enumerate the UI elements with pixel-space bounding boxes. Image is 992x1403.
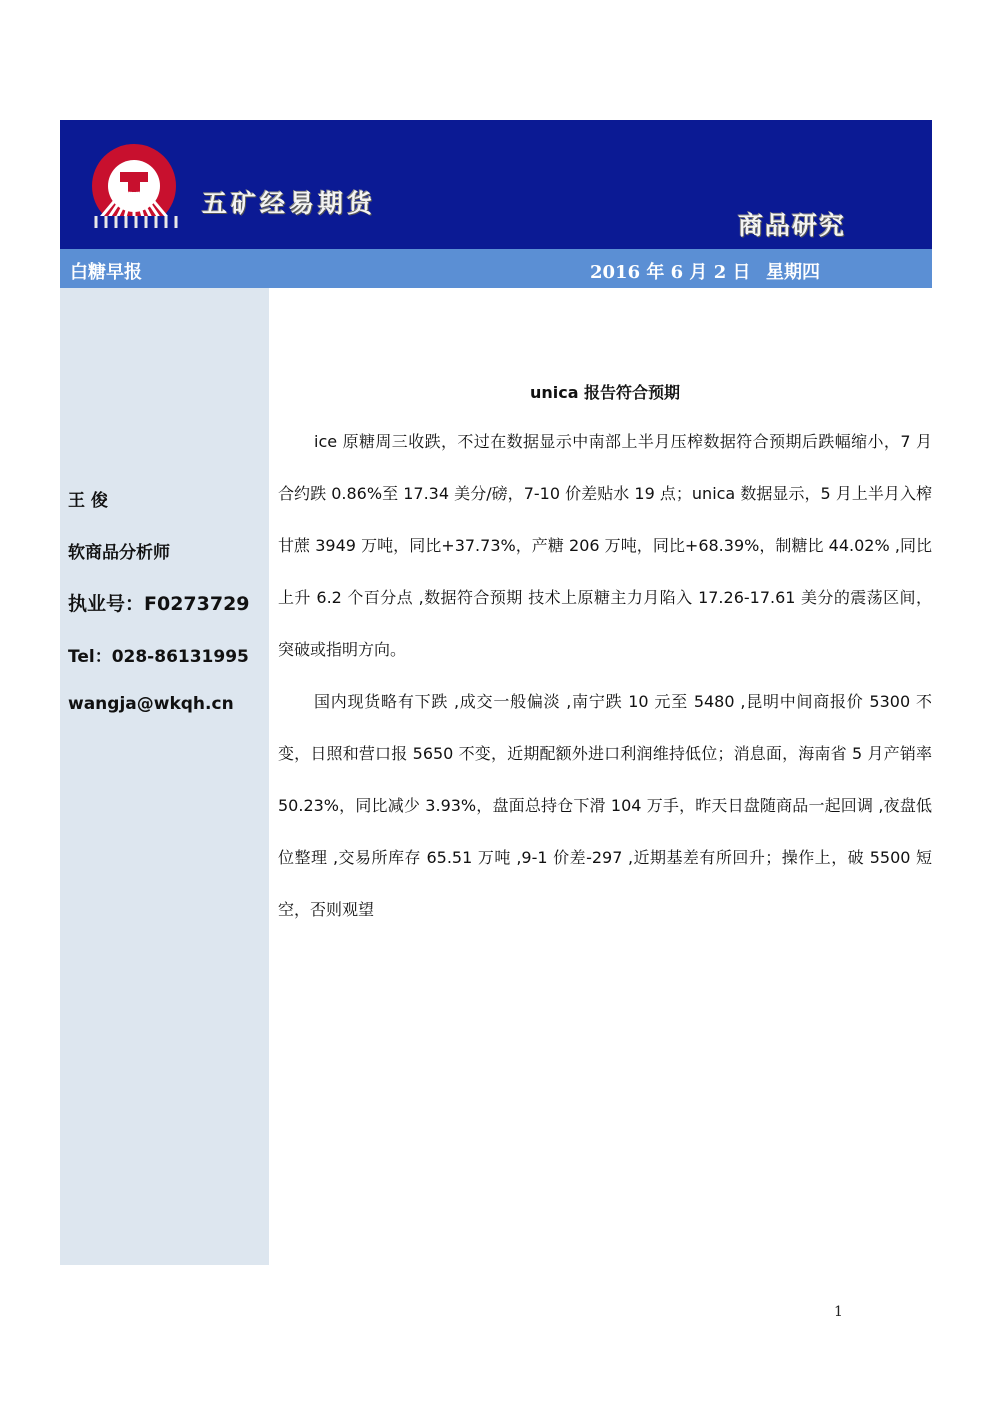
- analyst-sidebar: [60, 288, 269, 1265]
- report-subheader: [60, 249, 932, 288]
- analyst-tel: Tel：028-86131995: [68, 647, 249, 667]
- article-paragraph: 国内现货略有下跌 ,成交一般偏淡 ,南宁跌 10 元至 5480 ,昆明中间商报价 5300 不变，日照和营口报 5650 不变，近期配额外进口利润维持低位；消息面，海南省 5 月产销率 50.23%，同比减少 3.93%，盘面总持仓下滑 104 万手，昨天日盘随商品一起回调 ,夜盘低位整理 ,交易所库存 65.51 万吨 ,9-1 价差-297 ,近期基差有所回升；操作上，破 5500 短空，否则观望: [278, 692, 932, 919]
- section-name: 商品研究: [738, 211, 847, 240]
- article-title: unica 报告符合预期: [529, 383, 681, 402]
- analyst-email: wangja@wkqh.cn: [68, 694, 234, 714]
- article-paragraph: ice 原糖周三收跌，不过在数据显示中南部上半月压榨数据符合预期后跌幅缩小，7 月合约跌 0.86%至 17.34 美分/磅，7-10 价差贴水 19 点；unica 数据显示，5 月上半月入榨甘蔗 3949 万吨，同比+37.73%，产糖 206 万吨，同比+68.39%，制糖比 44.02% ,同比上升 6.2 个百分点 ,数据符合预期 技术上原糖主力月陷入 17.26-17.61 美分的震荡区间，突破或指明方向。: [278, 432, 932, 659]
- report-date: 2016 年 6 月 2 日: [590, 262, 751, 283]
- header-banner: [60, 120, 932, 249]
- analyst-title: 软商品分析师: [68, 543, 170, 563]
- minmetals-logo: [82, 142, 186, 230]
- company-name: 五矿经易期货: [202, 189, 377, 218]
- report-weekday: 星期四: [766, 262, 820, 283]
- report-name: 白糖早报: [70, 262, 142, 283]
- analyst-license: 执业号：F0273729: [68, 593, 250, 615]
- page-number: 1: [834, 1304, 843, 1320]
- article: [278, 370, 932, 936]
- analyst-name: 王 俊: [68, 491, 108, 511]
